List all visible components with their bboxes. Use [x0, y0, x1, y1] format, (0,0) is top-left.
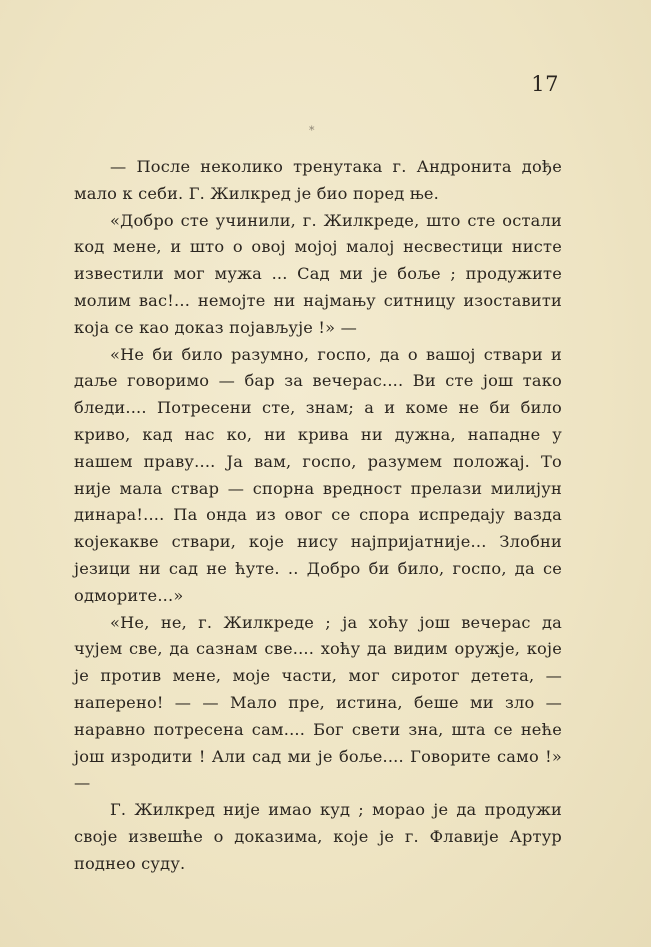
body-text [74, 154, 562, 878]
section-separator: * [309, 124, 315, 137]
page-number: 17 [531, 72, 559, 96]
paragraph: «Добро сте учинили, г. Жилкреде, што сте остали код мене, и што о овој мојој малој несвестици нисте известили мог мужа ... Сад ми је боље ; продужите молим вас!... немојте ни најмању ситницу изоставити која се као доказ појављује !» — [74, 210, 562, 337]
paragraph: «Не, не, г. Жилкреде ; ја хоћу још вечерас да чујем све, да сазнам све.... хоћу да видим оружје, које је против мене, моје части, мог сиротог детета, — наперено! — — Мало пре, истина, беше ми зло — наравно потресена сам.... Бог свети зна, шта се неће још изродити ! Али сад ми је боље.... Говорите само !» — [74, 612, 562, 793]
paragraph: — После неколико тренутака г. Андронита дође мало к себи. Г. Жилкред је био поред ње. [74, 157, 562, 203]
paragraph: Г. Жилкред није имао куд ; морао је да продужи своје извешће о доказима, које је г. Флавије Артур поднео суду. [74, 800, 562, 873]
paragraph: «Не би било разумно, госпо, да о вашој ствари и даље говоримо — бар за вечерас.... Ви сте још тако бледи.... Потресени сте, знам; а и коме не би било криво, кад нас ко, ни крива ни дужна, нападне у нашем праву.... Ја вам, госпо, разумем положај. То није мала ствар — спорна вредност прелази милијун динара!.... Па онда из овог се спора испредају вазда којекакве ствари, које нису најпријатније... Злобни језици ни сад не ћуте. .. Добро би било, госпо, да се одморите...» [74, 344, 562, 605]
